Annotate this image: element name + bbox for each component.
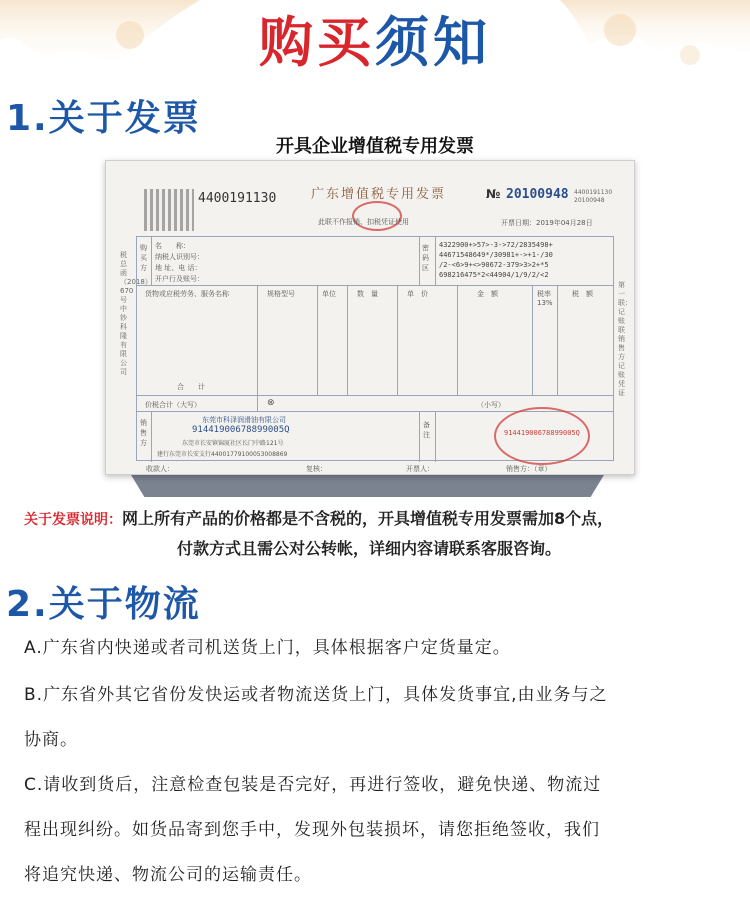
cipher-line: 4322900+>57>-3->72/2835498+ xyxy=(439,241,553,249)
divider xyxy=(317,286,318,395)
item-header-price: 单 价 xyxy=(407,290,428,298)
invoice-paper xyxy=(105,160,635,475)
buyer-field-address: 地 址、电 话： xyxy=(155,264,202,272)
invoice-date: 开票日期：2019年04月28日 xyxy=(501,219,593,227)
divider xyxy=(151,237,152,285)
invoice-number-small xyxy=(574,189,612,205)
reviewer-label: 复核： xyxy=(306,465,327,473)
buyer-field-bank: 开户行及账号： xyxy=(155,275,204,283)
item-section xyxy=(137,285,613,395)
seller-seal-label: 销售方：（章） xyxy=(506,465,552,473)
invoice-title: 广东增值税专用发票 xyxy=(311,187,447,202)
title-part-1: 购买 xyxy=(259,11,375,74)
divider xyxy=(557,286,558,395)
logistics-line: 协商。 xyxy=(24,730,78,750)
buyer-field-name: 名 称： xyxy=(155,242,190,250)
invoice-number-symbol: № xyxy=(486,187,501,201)
logistics-line: 将追究快递、物流公司的运输责任。 xyxy=(24,865,312,885)
section-heading-logistics: 2.关于物流 xyxy=(6,584,201,625)
divider xyxy=(257,286,258,395)
seal-text: 91441900678899005Q xyxy=(504,429,580,437)
item-header-tax: 税 额 xyxy=(572,290,593,298)
invoice-number-small-1: 4400191130 xyxy=(574,189,613,196)
qr-code-icon xyxy=(144,189,194,231)
divider xyxy=(457,286,458,395)
invoice-right-margin: 第一联：记账联 销售方记账凭证 xyxy=(618,281,632,397)
cipher-line: 698216475*2<44904/1/9/2/<2 xyxy=(439,271,549,279)
seller-name: 东莞市科泽润滑油有限公司 xyxy=(202,416,286,424)
divider xyxy=(435,237,436,285)
invoice-number: 20100948 xyxy=(506,187,569,202)
cipher-line: 44671548649*/30981+->+1-/30 xyxy=(439,251,553,259)
divider xyxy=(257,396,258,411)
item-header-amount: 金 额 xyxy=(477,290,498,298)
subtotal-label: 合 计 xyxy=(177,383,205,391)
payee-label: 收款人： xyxy=(146,465,174,473)
invoice-code: 4400191130 xyxy=(198,191,277,206)
item-header-spec: 规格型号 xyxy=(267,290,295,298)
seller-tax-id: 91441900678899005Q xyxy=(192,425,290,435)
invoice-caption: 开具企业增值税专用发票 xyxy=(276,136,474,157)
seller-address: 东莞市长安镇锦厦社区长门中路121号 xyxy=(182,440,284,447)
logistics-line: A.广东省内快递或者司机送货上门，具体根据客户定货量定。 xyxy=(24,638,511,658)
section-heading-invoice: 1.关于发票 xyxy=(6,98,201,139)
divider xyxy=(397,286,398,395)
seller-seal-stamp xyxy=(494,407,590,465)
divider xyxy=(419,237,420,285)
invoice-subtitle: 此联不作报销、扣税凭证使用 xyxy=(318,218,409,226)
invoice-note-text-1: 网上所有产品的价格都是不含税的，开具增值税专用发票需加8个点， xyxy=(122,509,614,528)
divider xyxy=(532,286,533,395)
item-header-unit: 单位 xyxy=(322,290,336,298)
seller-bank: 建行东莞市长安支行44001779100053008869 xyxy=(157,451,288,458)
divider xyxy=(435,412,436,462)
cancel-icon: ⊗ xyxy=(267,398,275,408)
cipher-label: 密码区 xyxy=(422,244,429,272)
logistics-line: 程出现纠纷。如货品寄到您手中，发现外包装损坏，请您拒绝签收，我们 xyxy=(24,820,600,840)
item-header-rate: 税率 xyxy=(537,290,551,298)
buyer-label: 购买方 xyxy=(140,244,147,272)
title-part-2: 须知 xyxy=(375,11,491,74)
item-header-name: 货物或应税劳务、服务名称 xyxy=(145,290,229,298)
buyer-field-tax-id: 纳税人识别号： xyxy=(155,253,204,261)
total-label: 价税合计（大写） xyxy=(145,401,201,409)
divider xyxy=(347,286,348,395)
remark-label: 备注 xyxy=(423,421,430,439)
logistics-line: B.广东省外其它省份发快运或者物流送货上门，具体发货事宜,由业务与之 xyxy=(24,685,608,705)
invoice-number-small-2: 20100948 xyxy=(574,197,605,204)
item-header-qty: 数 量 xyxy=(357,290,378,298)
seller-label: 销售方 xyxy=(140,419,147,447)
logistics-line: C.请收到货后，注意检查包装是否完好，再进行签收，避免快递、物流过 xyxy=(24,775,602,795)
invoice-image xyxy=(95,155,640,500)
drawer-label: 开票人： xyxy=(406,465,434,473)
tax-rate-value: 13% xyxy=(537,299,553,307)
invoice-note-text-2: 付款方式且需公对公转帐，详细内容请联系客服咨询。 xyxy=(177,539,562,558)
divider xyxy=(419,412,420,462)
cipher-line: /2-<6>9+<>90672-379>3>2+*5 xyxy=(439,261,549,269)
divider xyxy=(151,412,152,462)
invoice-note-label: 关于发票说明： xyxy=(24,512,122,528)
invoice-note-line-1 xyxy=(24,504,613,535)
invoice-left-margin: 税总函（2018）670号 中钞科隆有限公司 xyxy=(120,251,152,376)
total-small-label: （小写） xyxy=(477,401,505,409)
page-title xyxy=(0,8,750,78)
